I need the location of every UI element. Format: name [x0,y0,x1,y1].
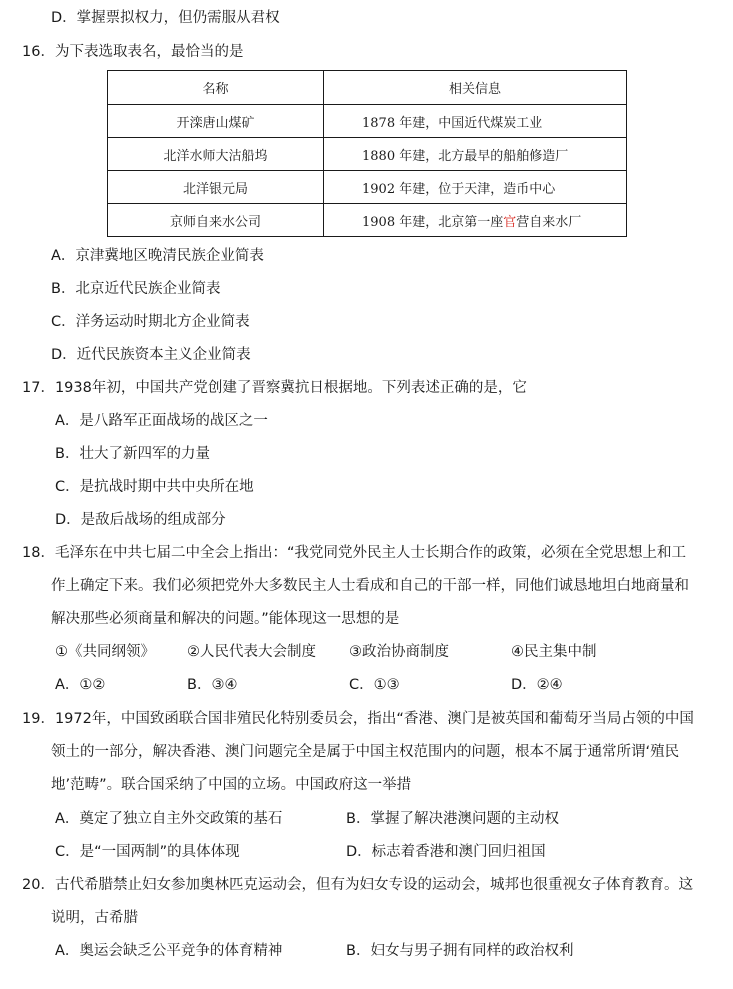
q17-option-d: D．是敌后战场的组成部分 [55,512,226,528]
table-row [108,171,627,204]
q18-item-1: ①《共同纲领》 [55,644,155,660]
q18-option-a: A．①② [55,677,106,693]
info-text-highlight: 官 [503,214,517,230]
q16-stem: 16．为下表选取表名，最恰当的是 [22,44,244,60]
q19-option-a: A．奠定了独立自主外交政策的基石 [55,811,283,827]
q18-stem-line-2: 作上确定下来。我们必须把党外大多数民主人士看成和自己的干部一样，同他们诚恳地坦白地商量和 [51,578,689,594]
q19-stem-line-3: 地’范畴”。联合国采纳了中国的立场。中国政府这一举措 [51,777,412,793]
q16-option-c: C．洋务运动时期北方企业简表 [51,314,250,330]
table-cell-name: 北洋水师大沽船坞 [108,138,324,171]
table-cell-info: 1902 年建，位于天津，造币中心 [324,171,627,204]
q18-stem-line-3: 解决那些必须商量和解决的问题。”能体现这一思想的是 [51,611,400,627]
q19-option-d: D．标志着香港和澳门回归祖国 [346,844,546,860]
table-cell-info [324,204,627,237]
q15-option-d: D．掌握票拟权力，但仍需服从君权 [51,10,280,26]
q17-option-b: B．壮大了新四军的力量 [55,446,210,462]
table-header-name: 名称 [108,71,324,105]
q20-stem-line-1: 20．古代希腊禁止妇女参加奥林匹克运动会，但有为妇女专设的运动会，城邦也很重视女子体育教育。这 [22,877,693,893]
q17-option-c: C．是抗战时期中共中央所在地 [55,479,254,495]
q18-item-2: ②人民代表大会制度 [187,644,316,660]
q18-option-d: D．②④ [511,677,563,693]
q19-option-b: B．掌握了解决港澳问题的主动权 [346,811,559,827]
q20-option-b: B．妇女与男子拥有同样的政治权利 [346,943,574,959]
q18-stem-line-1: 18．毛泽东在中共七届二中全会上指出：“我党同党外民主人士长期合作的政策，必须在全党思想上和工 [22,545,686,561]
table-cell-info: 1878 年建，中国近代煤炭工业 [324,105,627,138]
info-text-post: 营自来水厂 [516,214,582,230]
info-text-pre: 1908 年建，北京第一座 [362,214,504,230]
q18-item-4: ④民主集中制 [511,644,597,660]
q19-option-c: C．是“一国两制”的具体体现 [55,844,240,860]
table-cell-info: 1880 年建，北方最早的船舶修造厂 [324,138,627,171]
table-row [108,105,627,138]
q17-option-a: A．是八路军正面战场的战区之一 [55,413,268,429]
q20-stem-line-2: 说明，古希腊 [51,910,138,926]
q16-option-a: A．京津冀地区晚清民族企业简表 [51,248,264,264]
table-cell-name: 开滦唐山煤矿 [108,105,324,138]
q16-option-d: D．近代民族资本主义企业简表 [51,347,251,363]
q16-option-b: B．北京近代民族企业简表 [51,281,221,297]
q19-stem-line-2: 领土的一部分，解决香港、澳门问题完全是属于中国主权范围内的问题，根本不属于通常所谓‘殖民 [51,744,680,760]
q16-table [107,70,627,237]
q18-option-c: C．①③ [349,677,400,693]
q18-item-3: ③政治协商制度 [349,644,449,660]
table-header-row [108,71,627,105]
table-cell-name: 京师自来水公司 [108,204,324,237]
q18-option-b: B．③④ [187,677,238,693]
table-row [108,204,627,237]
q19-stem-line-1: 19．1972年，中国致函联合国非殖民化特别委员会，指出“香港、澳门是被英国和葡萄牙当局占领的中国 [22,711,694,727]
table-header-info: 相关信息 [324,71,627,105]
q20-option-a: A．奥运会缺乏公平竞争的体育精神 [55,943,283,959]
q17-stem: 17．1938年初，中国共产党创建了晋察冀抗日根据地。下列表述正确的是，它 [22,380,527,396]
table-row [108,138,627,171]
table-cell-name: 北洋银元局 [108,171,324,204]
